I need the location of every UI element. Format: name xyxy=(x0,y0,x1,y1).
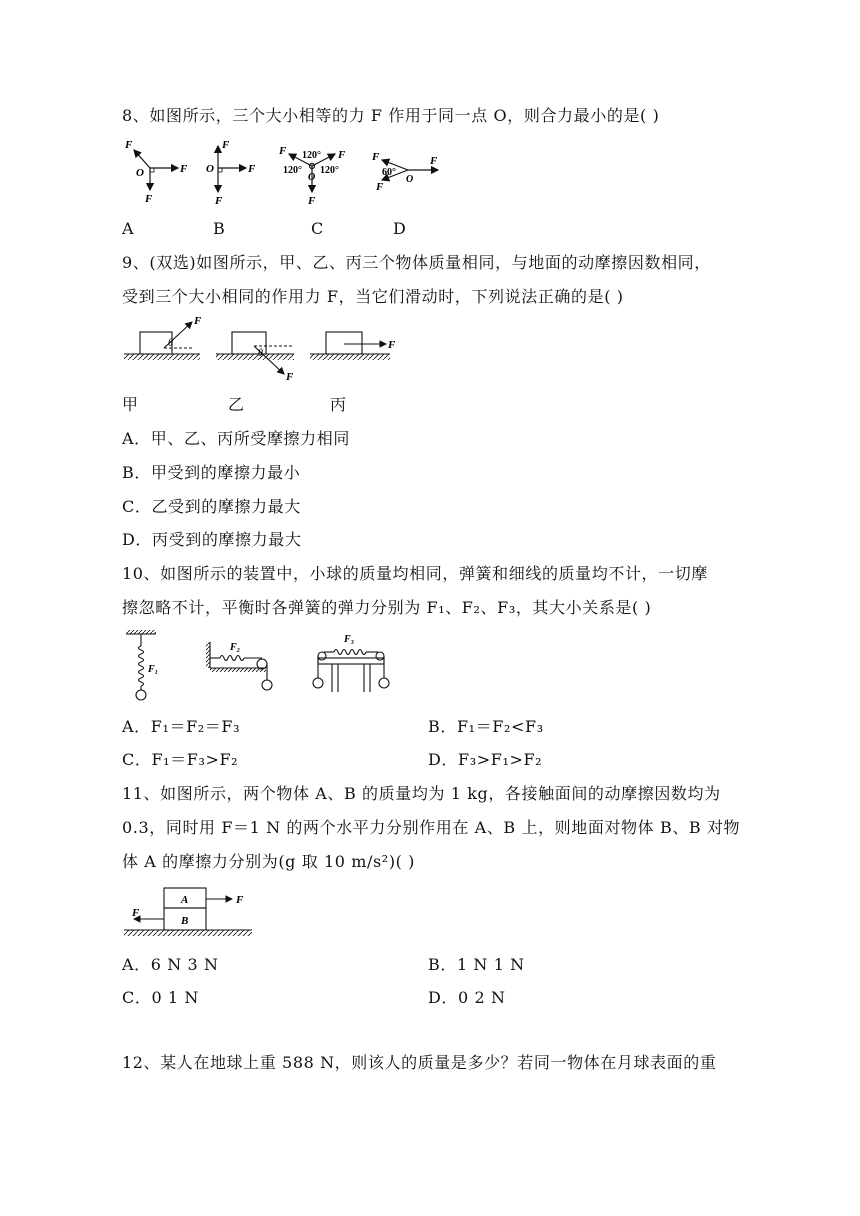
q10-spring-diagrams xyxy=(120,628,400,704)
q9-option-b: B．甲受到的摩擦力最小 xyxy=(122,463,301,482)
q9-option-c: C．乙受到的摩擦力最大 xyxy=(122,497,301,516)
q9-diagram-jia xyxy=(124,322,200,360)
q9-option-d: D．丙受到的摩擦力最大 xyxy=(122,530,302,549)
q8-d-f-label-3: F xyxy=(376,181,384,193)
q10-f3-label: F₃ xyxy=(344,634,355,645)
q10-option-b: B．F₁＝F₂<F₃ xyxy=(428,717,544,736)
q9-bing-f-label: F xyxy=(388,339,396,351)
q8-b-f-label-2: F xyxy=(222,139,230,151)
q11-text-line1: 11、如图所示，两个物体 A、B 的质量均为 1 kg，各接触面间的动摩擦因数均为 xyxy=(122,784,721,803)
q8-label-b: B xyxy=(213,219,226,238)
q11-option-b: B．1 N 1 N xyxy=(428,955,525,974)
q8-b-f-label-3: F xyxy=(215,195,223,207)
q9-text-line2: 受到三个大小相同的作用力 F，当它们滑动时，下列说法正确的是( ) xyxy=(122,287,624,306)
q10-text-line2: 擦忽略不计，平衡时各弹簧的弹力分别为 F₁、F₂、F₃，其大小关系是( ) xyxy=(122,598,652,617)
q8-label-c: C xyxy=(311,219,324,238)
q8-c-f-label-3: F xyxy=(308,195,316,207)
q9-label-jia: 甲 xyxy=(122,395,139,414)
q8-label-d: D xyxy=(393,219,407,238)
q11-block-diagram xyxy=(122,882,258,942)
q8-a-f-label: F xyxy=(180,163,188,175)
q10-text-line1: 10、如图所示的装置中，小球的质量均相同，弹簧和细线的质量均不计，一切摩 xyxy=(122,564,708,583)
q9-label-yi: 乙 xyxy=(228,395,245,414)
q8-c-o-label: O xyxy=(308,172,316,183)
q10-f1-label: F₁ xyxy=(148,664,159,675)
q8-c-angle-left: 120° xyxy=(283,165,302,176)
q8-c-f-label-2: F xyxy=(279,145,287,157)
q9-diagram-bing xyxy=(310,332,390,360)
q10-option-c: C．F₁＝F₃>F₂ xyxy=(122,750,239,769)
q9-jia-theta: θ xyxy=(168,338,173,349)
q8-c-angle-top: 120° xyxy=(302,150,321,161)
q11-block-b-label: B xyxy=(181,915,189,927)
q11-f-left-label: F xyxy=(132,907,140,919)
q8-d-angle: 60° xyxy=(382,167,396,178)
q9-yi-f-label: F xyxy=(286,371,294,383)
q8-a-f-label-2: F xyxy=(145,193,153,205)
q8-c-f-label: F xyxy=(338,149,346,161)
q11-option-c: C．0 1 N xyxy=(122,988,199,1007)
q10-diagram-3 xyxy=(313,650,389,693)
q8-b-f-label: F xyxy=(248,163,256,175)
q8-d-o-label: O xyxy=(406,174,414,185)
q8-a-o-label: O xyxy=(136,167,144,179)
q8-d-f-label: F xyxy=(430,155,438,167)
q10-f2-label: F₂ xyxy=(230,642,241,653)
q9-diagram-yi xyxy=(216,332,294,374)
q10-option-a: A．F₁＝F₂＝F₃ xyxy=(122,717,241,736)
q8-c-angle-right: 120° xyxy=(320,165,339,176)
q9-label-bing: 丙 xyxy=(330,395,347,414)
q8-text: 8、如图所示，三个大小相等的力 F 作用于同一点 O，则合力最小的是( ) xyxy=(122,106,660,125)
q10-option-d: D．F₃>F₁>F₂ xyxy=(428,750,543,769)
q9-option-a: A．甲、乙、丙所受摩擦力相同 xyxy=(122,429,350,448)
q9-yi-theta: θ xyxy=(258,348,263,359)
q9-friction-diagrams xyxy=(124,314,404,386)
q9-text-line1: 9、(双选)如图所示，甲、乙、丙三个物体质量相同，与地面的动摩擦因数相同， xyxy=(122,253,711,272)
q8-b-o-label: O xyxy=(206,163,214,175)
q8-d-f-label-2: F xyxy=(372,151,380,163)
q11-text-line2: 0.3，同时用 F＝1 N 的两个水平力分别作用在 A、B 上，则地面对物体 B、B 对物 xyxy=(122,818,741,837)
q11-text-line3: 体 A 的摩擦力分别为(g 取 10 m/s²)( ) xyxy=(122,852,416,871)
q11-f-right-label: F xyxy=(236,894,244,906)
q8-a-f-label-3: F xyxy=(125,139,133,151)
q11-option-a: A．6 N 3 N xyxy=(122,955,219,974)
q12-text-line1: 12、某人在地球上重 588 N，则该人的质量是多少？若同一物体在月球表面的重 xyxy=(122,1053,717,1072)
q9-jia-f-label: F xyxy=(194,315,202,327)
q8-force-diagrams xyxy=(120,138,450,210)
q8-diagram-b xyxy=(218,146,246,192)
q8-label-a: A xyxy=(122,219,135,238)
q11-option-d: D．0 2 N xyxy=(428,988,506,1007)
q11-block-a-label: A xyxy=(181,894,189,906)
